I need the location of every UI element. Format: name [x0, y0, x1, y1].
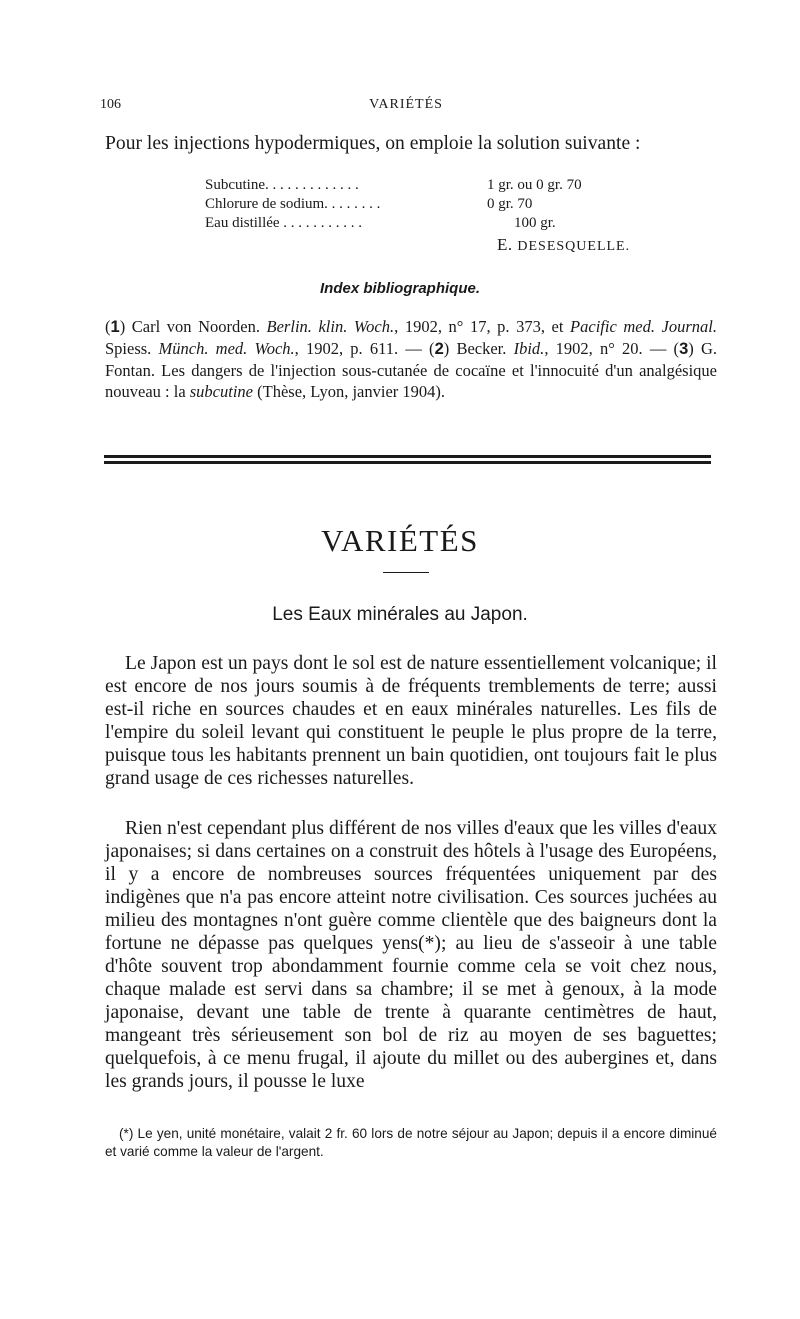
- formula-table: [205, 176, 625, 233]
- ref-journal: Münch. med. Woch.: [158, 339, 295, 358]
- body-paragraph: Rien n'est cependant plus différent de nos villes d'eaux que les villes d'eaux japonaises; si dans certaines on a construit des hôtels à l'usage des Européens, il y a encore de nombreuses sources fréquentées uniquement par des indigènes que n'a pas encore atteint notre civilisation. Ces sources juchées au milieu des montagnes n'ont guère comme clientèle que des baigneurs dont la fortune ne dépasse pas quelques yens(*); au lieu de s'asseoir à une table d'hôte souvent trop abondamment fournie comme cela se voit chez nous, chaque malade est servi dans sa chambre; il se met à genoux, à la mode japonaise, devant une table de trente à quarante centimètres de haut, mangeant très sérieusement son bol de riz au moyen de ses baguettes; quelquefois, à ce menu frugal, il ajoute du millet ou des aubergines et, dans les grands jours, il pousse le luxe: [105, 818, 717, 1092]
- page-number: 106: [100, 97, 121, 112]
- author-initial: E.: [497, 235, 513, 254]
- ref-number: 1: [110, 318, 120, 336]
- author-name: DESESQUELLE.: [517, 239, 631, 254]
- ingredient-name: Subcutine. . . . . . . . . . . . .: [205, 177, 359, 193]
- section-divider: [104, 461, 711, 464]
- ref-number: 2: [434, 340, 444, 358]
- bibliography-heading: Index bibliographique.: [319, 280, 480, 297]
- running-header: [100, 97, 712, 117]
- bibliography-references: (1) Carl von Noorden. Berlin. klin. Woch., 1902, n° 17, p. 373, et Pacific med. Journal. Spiess. Münch. med. Woch., 1902, p. 611. — (2) Becker. Ibid., 1902, n° 20. — (3) G. Fontan. Les dangers de l'injection sous-cutanée de cocaïne et l'innocuité d'un analgésique nouveau : la subcutine (Thèse, Lyon, janvier 1904).: [105, 317, 717, 401]
- ingredient-name: Chlorure de sodium. . . . . . . .: [205, 196, 381, 212]
- ref-text: 1902, n° 17, p. 373, et: [404, 317, 564, 336]
- ref-text: G. Fontan. Les dangers de l'injection sous-cutanée de cocaïne et l'innocuité d'un analgésique nouveau : la: [105, 339, 717, 401]
- ref-journal: Berlin. klin. Woch.: [266, 317, 395, 336]
- footnote: (*) Le yen, unité monétaire, valait 2 fr. 60 lors de notre séjour au Japon; depuis il a encore diminué et varié comme la valeur de l'argent.: [105, 1126, 717, 1159]
- ref-text: Spiess.: [105, 339, 152, 358]
- ref-journal: Ibid.: [513, 339, 545, 358]
- ingredient-quantity: 100 gr.: [514, 215, 556, 231]
- author-signature: [497, 235, 630, 255]
- ref-italic-word: subcutine: [189, 382, 254, 401]
- section-title: VARIÉTÉS: [321, 523, 479, 558]
- body-paragraph: Le Japon est un pays dont le sol est de nature essentiellement volcanique; il est encore de nos jours soumis à de fréquents tremblements de terre; aussi est-il riche en sources chaudes et en eaux minérales naturelles. Les fils de l'empire du soleil levant qui constituent le peuple le plus propre de la terre, puisque tous les habitants prennent un bain quotidien, ont toujours fait le plus grand usage de ces richesses naturelles.: [105, 653, 717, 789]
- ref-text: Becker.: [456, 339, 507, 358]
- ref-text: (Thèse, Lyon, janvier 1904).: [257, 382, 446, 401]
- section-divider: [104, 455, 711, 458]
- ref-text: 1902, n° 20. —: [555, 339, 667, 358]
- title-underline: [383, 572, 429, 573]
- ingredient-quantity: 1 gr. ou 0 gr. 70: [487, 177, 582, 193]
- article-title: Les Eaux minérales au Japon.: [272, 604, 528, 625]
- ref-journal: Pacific med. Journal.: [570, 317, 717, 336]
- running-title: VARIÉTÉS: [369, 97, 443, 112]
- formula-row: [205, 195, 625, 214]
- ref-text: Carl von Noorden.: [131, 317, 260, 336]
- intro-sentence: Pour les injections hypodermiques, on emploie la solution suivante :: [105, 133, 641, 154]
- formula-row: [205, 214, 625, 233]
- formula-row: [205, 176, 625, 195]
- ref-text: 1902, p. 611. —: [305, 339, 422, 358]
- ingredient-quantity: 0 gr. 70: [487, 196, 533, 212]
- ref-number: 3: [679, 340, 689, 358]
- ingredient-name: Eau distillée . . . . . . . . . . .: [205, 215, 363, 231]
